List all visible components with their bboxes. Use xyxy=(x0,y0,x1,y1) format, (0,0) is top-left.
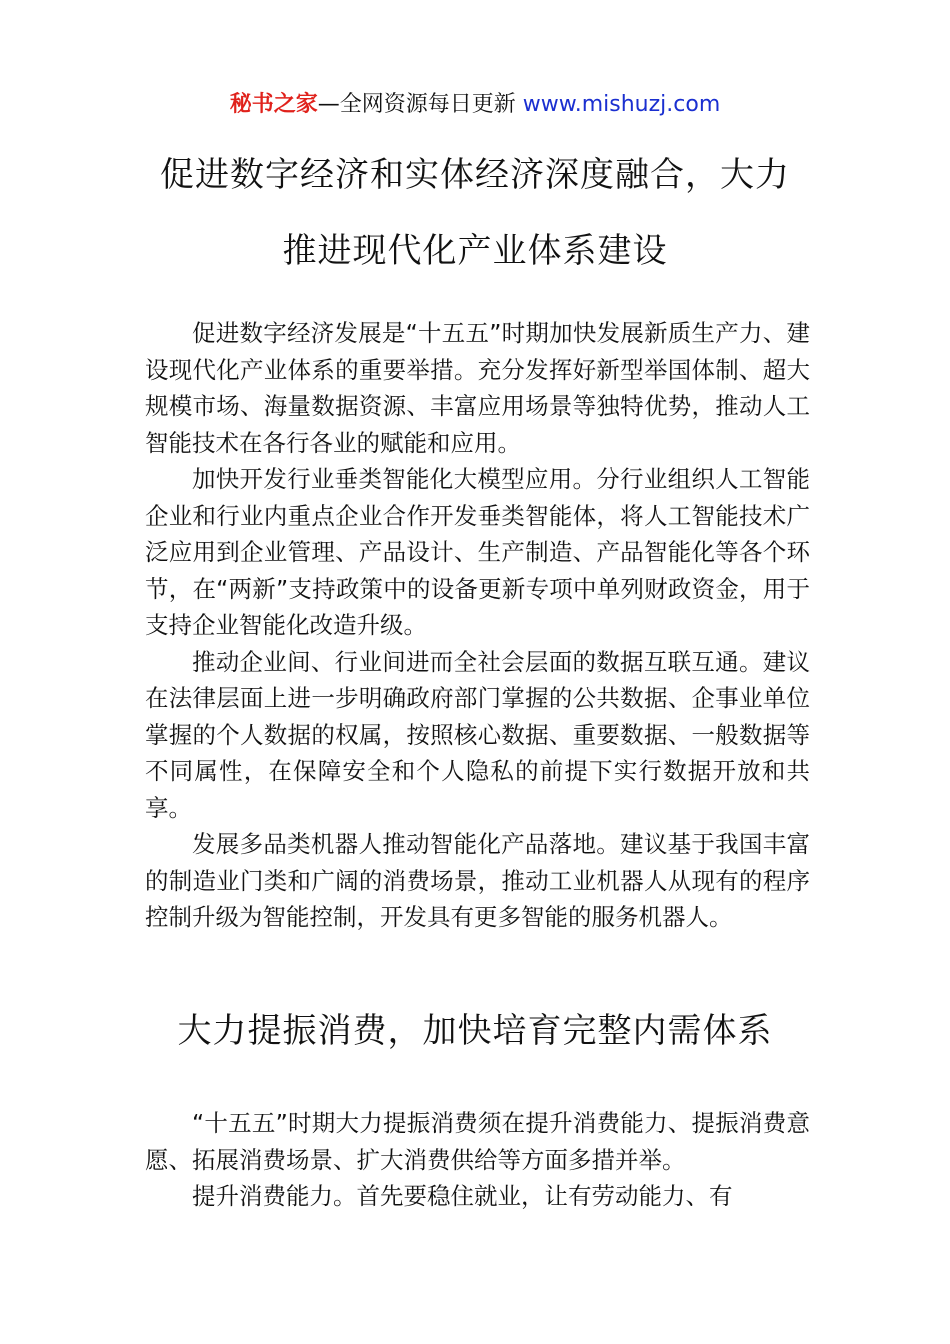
section2-title xyxy=(0,520,950,1069)
paragraph: 促进数字经济发展是“十五五”时期加快发展新质生产力、建设现代化产业体系的重要举措。充分发挥好新型举国体制、超大规模市场、海量数据资源、丰富应用场景等独特优势，推动人工智能技术在各行各业的赋能和应用。 xyxy=(145,319,810,457)
paragraph: 提升消费能力。首先要稳住就业，让有劳动能力、有 xyxy=(192,1182,733,1210)
section1-title xyxy=(0,137,950,289)
site-url-link[interactable]: www.mishuzj.com xyxy=(522,92,721,117)
paragraph: “十五五”时期大力提振消费须在提升消费能力、提振消费意愿、拓展消费场景、扩大消费供给等方面多措并举。 xyxy=(145,1109,810,1174)
site-header xyxy=(0,88,950,122)
section1-title-line2: 推进现代化产业体系建设 xyxy=(282,231,668,271)
paragraph: 发展多品类机器人推动智能化产品落地。建议基于我国丰富的制造业门类和广阔的消费场景，推动工业机器人从现有的程序控制升级为智能控制，开发具有更多智能的服务机器人。 xyxy=(145,830,810,931)
site-brand: 秘书之家 xyxy=(229,92,318,117)
paragraph: 推动企业间、行业间进而全社会层面的数据互联互通。建议在法律层面上进一步明确政府部门掌握的公共数据、企事业单位掌握的个人数据的权属，按照核心数据、重要数据、一般数据等不同属性，在保障安全和个人隐私的前提下实行数据开放和共享。 xyxy=(145,647,810,822)
site-tagline: —全网资源每日更新 xyxy=(317,92,516,117)
section2-body xyxy=(145,1105,810,1215)
section1-title-line1: 促进数字经济和实体经济深度融合，大力 xyxy=(160,155,790,195)
section2-title-text: 大力提振消费，加快培育完整内需体系 xyxy=(177,1011,773,1051)
paragraph: 加快开发行业垂类智能化大模型应用。分行业组织人工智能企业和行业内重点企业合作开发垂类智能体，将人工智能技术广泛应用到企业管理、产品设计、生产制造、产品智能化等各个环节，在“两新”支持政策中的设备更新专项中单列财政资金，用于支持企业智能化改造升级。 xyxy=(145,465,810,639)
